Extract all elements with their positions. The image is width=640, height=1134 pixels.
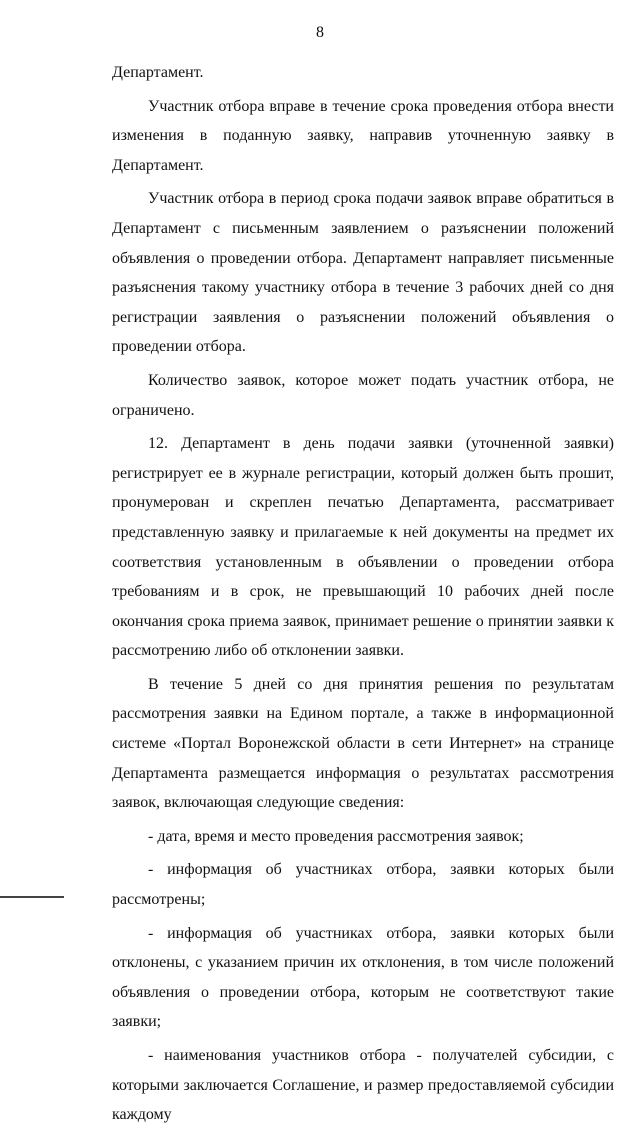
paragraph-section-12: 12. Департамент в день подачи заявки (уточненной заявки) регистрирует ее в журнале регистрации, который должен быть прошит, пронумерован и скреплен печатью Департамента, рассматривает представленную заявку и прилагаемые к ней документы на предмет их соответствия установленным в объявлении о проведении отбора требованиям и в срок, не превышающий 10 рабочих дней после окончания срока приема заявок, принимает решение о принятии заявки к рассмотрению либо об отклонении заявки. (112, 435, 614, 660)
list-item-date-time-place: - дата, время и место проведения рассмотрения заявок; (148, 827, 524, 845)
document-body (112, 58, 614, 1134)
paragraph-results-publication: В течение 5 дней со дня принятия решения по результатам рассмотрения заявки на Едином портале, а также в информационной системе «Портал Воронежской области в сети Интернет» на странице Департамента размещается информация о результатах рассмотрения заявок, включающая следующие сведения: (112, 675, 614, 812)
page-number: 8 (316, 24, 324, 41)
page-edge-mark (0, 896, 64, 898)
paragraph-application-count: Количество заявок, которое может подать участник отбора, не ограничено. (112, 371, 614, 419)
list-item-rejected-participants: - информация об участниках отбора, заявки которых были отклонены, с указанием причин их отклонения, в том числе положений объявления о проведении отбора, которым не соответствуют такие заявки; (112, 924, 614, 1031)
paragraph-clarification-request: Участник отбора в период срока подачи заявок вправе обратиться в Департамент с письменным заявлением о разъяснении положений объявления о проведении отбора. Департамент направляет письменные разъяснения такому участнику отбора в течение 3 рабочих дней со дня регистрации заявления о разъяснении положений объявления о проведении отбора. (112, 190, 614, 356)
list-item-reviewed-participants: - информация об участниках отбора, заявки которых были рассмотрены; (112, 861, 614, 909)
paragraph-amend-application: Участник отбора вправе в течение срока проведения отбора внести изменения в поданную заявку, направив уточненную заявку в Департамент. (112, 97, 614, 174)
paragraph-continuation: Департамент. (112, 64, 204, 81)
list-item-subsidy-recipients: - наименования участников отбора - получателей субсидии, с которыми заключается Соглашение, и размер предоставляемой субсидии каждому (112, 1047, 614, 1124)
